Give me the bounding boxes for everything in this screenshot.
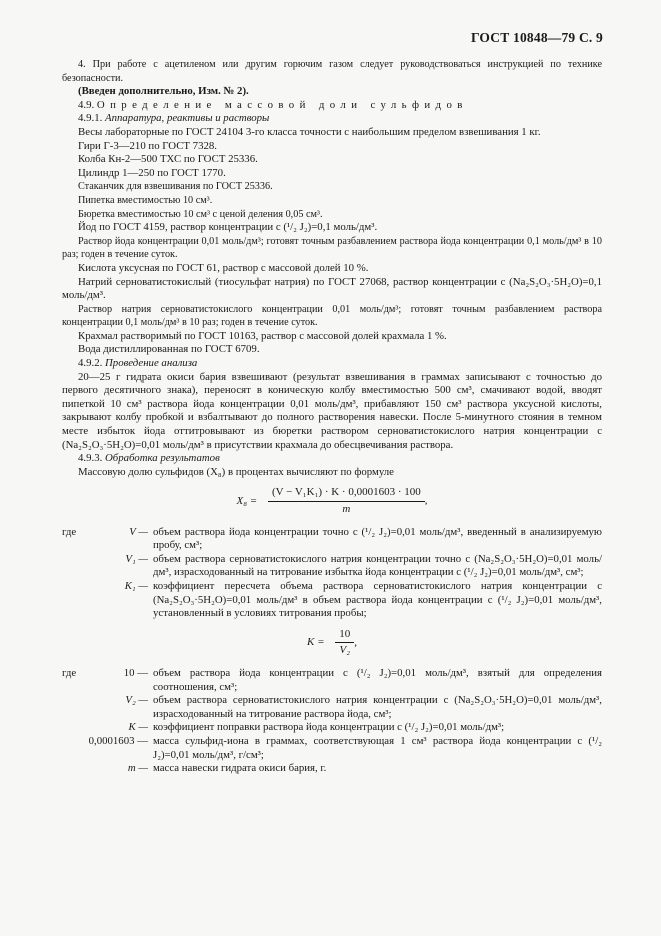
formula-numerator: (V − V₁K₁) · K · 0,0001603 · 100 <box>268 486 425 502</box>
calc-intro: Массовую долю сульфидов (X₈) в процентах вычисляют по формуле <box>78 465 394 478</box>
formula-numerator: 10 <box>335 628 354 644</box>
formula-tail: , <box>424 495 428 508</box>
item-cylinder: Цилиндр 1—250 по ГОСТ 1770. <box>78 166 226 179</box>
section-title: Определение массовой доли сульфидов <box>96 98 468 111</box>
definition-lead <box>62 694 86 721</box>
item-thiosulfate-solution: Раствор натрия серноватистокислого концентрации 0,01 моль/дм³; готовят точным разбавлением раствора концентрации 0,1 моль/дм³ в 10 раз; годен в течение суток. <box>62 303 602 329</box>
definitions-list-1 <box>62 526 602 621</box>
item-iodine: Йод по ГОСТ 4159, раствор концентрации c (¹/₂ J₂)=0,1 моль/дм³. <box>78 221 378 234</box>
item-iodine-solution: Раствор йода концентрации 0,01 моль/дм³; готовят точным разбавлением раствора йода концентрации 0,1 моль/дм³ в 10 раз; годен в течение суток. <box>62 235 602 261</box>
definition-row <box>62 762 602 776</box>
definition-lead: где <box>62 666 77 679</box>
section-number: 4.9.1. <box>78 112 103 125</box>
definition-row <box>62 694 602 721</box>
item-beaker: Стаканчик для взвешивания по ГОСТ 25336. <box>78 181 273 193</box>
definition-lead <box>62 580 86 621</box>
section-number: 4.9. <box>78 98 95 111</box>
formula-lhs: X₈ = <box>236 494 258 507</box>
section-title: Проведение анализа <box>105 357 198 370</box>
definition-row <box>62 553 602 580</box>
section-title: Аппаратура, реактивы и растворы <box>105 112 270 125</box>
item-weights: Гири Г-3—210 по ГОСТ 7328. <box>78 139 217 152</box>
definition-row <box>62 580 602 621</box>
formula-lhs: K = <box>306 636 325 649</box>
definition-text: коэффициент поправки раствора йода концентрации c (¹/₂ J₂)=0,01 моль/дм³; <box>153 721 505 734</box>
formula-sulfides <box>62 486 602 516</box>
page-content <box>62 58 602 776</box>
section-number: 4.9.2. <box>78 357 103 370</box>
definition-row <box>62 735 602 762</box>
item-water: Вода дистиллированная по ГОСТ 6709. <box>78 343 260 356</box>
formula-tail: , <box>354 636 357 649</box>
item-pipette: Пипетка вместимостью 10 см³. <box>78 194 213 206</box>
definition-symbol: 0,0001603 — <box>88 734 148 747</box>
formula-fraction <box>335 628 354 658</box>
definition-row <box>62 526 602 553</box>
definition-text: объем раствора йода концентрации точно c (¹/₂ J₂)=0,01 моль/дм³, введенный в анализируемую пробу, см³; <box>153 525 602 552</box>
definition-text: объем раствора серноватистокислого натрия концентрации точно c (Na₂S₂O₃·5H₂O)=0,01 моль/дм³, израсходованный на титрование избытка йода концентрации c (¹/₂ J₂)=0,01 моль/дм³, см³; <box>153 552 602 579</box>
definition-lead: где <box>62 525 77 538</box>
definition-text: масса навески гидрата окиси бария, г. <box>153 762 327 775</box>
item-burette: Бюретка вместимостью 10 см³ с ценой деления 0,05 см³. <box>78 208 323 220</box>
definitions-list-2 <box>62 667 602 776</box>
definition-text: коэффициент пересчета объема раствора серноватистокислого натрия концентрации c (Na₂S₂O₃·5H₂O)=0,01 моль/дм³ в объем раствора йода концентрации c (¹/₂ J₂)=0,01 моль/дм³, установленный в условиях титрования пробы; <box>153 579 602 620</box>
item-thiosulfate: Натрий серноватистокислый (тиосульфат натрия) по ГОСТ 27068, раствор концентрации c (Na₂S₂O₃·5H₂O)=0,1 моль/дм³. <box>62 275 602 302</box>
definition-lead <box>62 735 86 762</box>
definition-symbol: 10 — <box>123 666 148 679</box>
section-title: Обработка результатов <box>105 452 220 465</box>
definition-symbol: K₁ — <box>124 579 148 592</box>
page-header: ГОСТ 10848—79 С. 9 <box>470 30 603 45</box>
formula-fraction <box>268 486 425 516</box>
definition-text: масса сульфид-иона в граммах, соответствующая 1 см³ раствора йода концентрации c (¹/₂ J₂)=0,01 моль/дм³, г/см³; <box>153 734 602 761</box>
definition-lead <box>62 553 86 580</box>
item-scales: Весы лабораторные по ГОСТ 24104 3-го класса точности с наибольшим пределом взвешивания 1 кг. <box>78 125 541 138</box>
section-4-9-1-heading <box>62 112 602 126</box>
definition-symbol: V₁ — <box>125 552 148 565</box>
item-acetic-acid: Кислота уксусная по ГОСТ 61, раствор с массовой долей 10 %. <box>78 261 369 274</box>
formula-coefficient <box>62 628 602 658</box>
definition-row <box>62 721 602 735</box>
section-4-9-3-heading <box>62 452 602 466</box>
item-flask: Колба Кн-2—500 ТХС по ГОСТ 25336. <box>78 153 258 166</box>
definition-symbol: K — <box>128 721 148 734</box>
definition-symbol: V₂ — <box>125 694 148 707</box>
section-4-9-heading <box>62 99 602 113</box>
amendment-note: (Введен дополнительно, Изм. № 2). <box>78 85 249 98</box>
formula-denominator: m <box>342 503 351 515</box>
definition-symbol: V — <box>129 525 148 538</box>
definition-lead <box>62 762 86 776</box>
note-4: 4. При работе с ацетиленом или другим горючим газом следует руководствоваться инструкцией по технике безопасности. <box>62 59 602 84</box>
item-starch: Крахмал растворимый по ГОСТ 10163, раствор с массовой долей крахмала 1 %. <box>78 329 447 342</box>
formula-denominator: V₂ <box>339 644 351 657</box>
definition-lead <box>62 721 86 735</box>
section-number: 4.9.3. <box>78 452 103 465</box>
definition-row <box>62 667 602 694</box>
section-4-9-2-heading <box>62 357 602 371</box>
definition-text: объем раствора йода концентрации c (¹/₂ J₂)=0,01 моль/дм³, взятый для определения соотношения, см³; <box>153 666 602 693</box>
definition-symbol: m — <box>127 762 148 775</box>
procedure-text: 20—25 г гидрата окиси бария взвешивают (результат взвешивания в граммах записывают с точностью до первого десятичного знака), переносят в коническую колбу вместимостью 500 см³, смачивают водой, вводят пипеткой 10 см³ раствора йода концентрации 0,01 моль/дм³, прибавляют 150 см³ раствора уксусной кислоты, закрывают колбу пробкой и взбалтывают до полного растворения навески. После 5-минутного стояния в темном месте избыток йода оттитровывают из бюретки раствором серноватистокислого натрия концентрации c (Na₂S₂O₃·5H₂O)=0,01 моль/дм³ в присутствии крахмала до обесцвечивания раствора. <box>62 370 602 451</box>
definition-text: объем раствора серноватистокислого натрия концентрации c (Na₂S₂O₃·5H₂O)=0,01 моль/дм³, израсходованный на титрование раствора йода, см³; <box>153 694 602 720</box>
